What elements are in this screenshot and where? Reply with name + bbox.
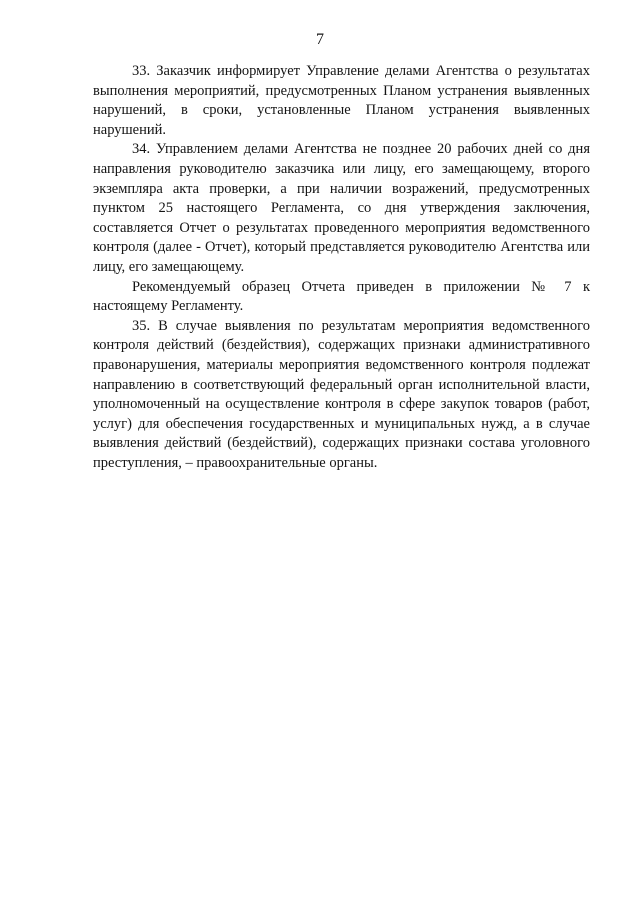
paragraph-report-sample: Рекомендуемый образец Отчета приведен в приложении № 7 к настоящему Регламенту. <box>93 278 590 315</box>
document-body <box>93 62 590 473</box>
page-number: 7 <box>316 31 324 48</box>
paragraph-34: 34. Управлением делами Агентства не позднее 20 рабочих дней со дня направления руководителю заказчика или лицу, его замещающему, второго экземпляра акта проверки, а при наличии возражений, предусмотренных пунктом 25 настоящего Регламента, со дня утверждения заключения, составляется Отчет о результатах проведенного мероприятия ведомственного контроля (далее - Отчет), который представляется руководителю Агентства или лицу, его замещающему. <box>93 141 590 275</box>
paragraph-33: 33. Заказчик информирует Управление делами Агентства о результатах выполнения мероприятий, предусмотренных Планом устранения выявленных нарушений, в сроки, установленные Планом устранения выявленных нарушений. <box>93 63 590 138</box>
paragraph-35: 35. В случае выявления по результатам мероприятия ведомственного контроля действий (бездействия), содержащих признаки административного правонарушения, материалы мероприятия ведомственного контроля подлежат направлению в соответствующий федеральный орган исполнительной власти, уполномоченный на осуществление контроля в сфере закупок товаров (работ, услуг) для обеспечения государственных и муниципальных нужд, а в случае выявления действий (бездействий), содержащих признаки состава уголовного преступления, – правоохранительные органы. <box>93 317 590 471</box>
